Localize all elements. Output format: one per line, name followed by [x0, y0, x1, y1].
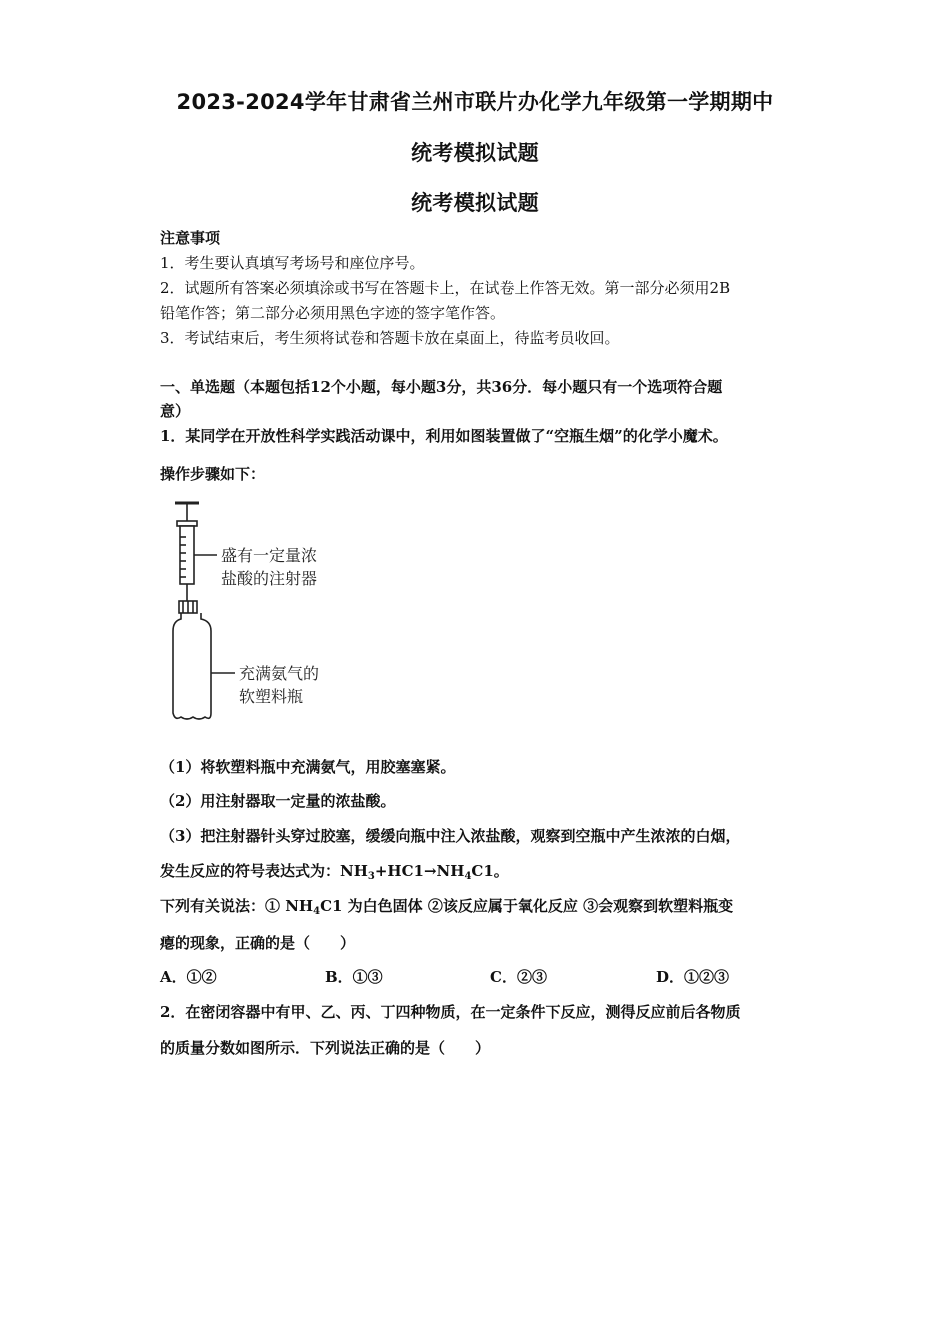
option-b[interactable]: B．①③ — [325, 968, 383, 986]
question-1-step-1: （1）将软塑料瓶中充满氨气，用胶塞塞紧。 — [160, 758, 456, 776]
claims-sub-4: 4 — [313, 906, 321, 917]
question-1-claims-b: 瘪的现象，正确的是（ ） — [160, 934, 356, 952]
equation-sub-3: 3 — [367, 871, 375, 882]
question-2-stem-a: 2．在密闭容器中有甲、乙、丙、丁四种物质，在一定条件下反应，测得反应前后各物质 — [160, 1003, 741, 1021]
question-1-step-3a: （3）把注射器针头穿过胶塞，缓缓向瓶中注入浓盐酸，观察到空瓶中产生浓浓的白烟， — [160, 827, 741, 845]
equation-end: C1。 — [471, 862, 509, 880]
question-1-stem: 1．某同学在开放性科学实践活动课中，利用如图装置做了“空瓶生烟”的化学小魔术。 — [160, 427, 728, 445]
bottle-label-line2: 软塑料瓶 — [239, 687, 304, 706]
question-1-step-2: （2）用注射器取一定量的浓盐酸。 — [160, 792, 396, 810]
question-1-equation — [160, 860, 509, 882]
notice-item-2b: 铅笔作答；第二部分必须用黑色字迹的签字笔作答。 — [160, 304, 506, 322]
option-a[interactable]: A．①② — [160, 968, 217, 986]
exam-title-line3: 统考模拟试题 — [411, 191, 539, 215]
equation-prefix: 发生反应的符号表达式为：NH — [160, 862, 368, 880]
question-2-stem-b: 的质量分数如图所示．下列说法正确的是（ ） — [160, 1039, 491, 1057]
bottle-label-line1: 充满氨气的 — [239, 664, 320, 683]
claims-rest: C1 为白色固体 ②该反应属于氧化反应 ③会观察到软塑料瓶变 — [320, 897, 734, 915]
notice-item-3: 3．考试结束后，考生须将试卷和答题卡放在桌面上，待监考员收回。 — [160, 329, 620, 347]
equation-mid: +HC1→NH — [374, 862, 465, 880]
equation-sub-4: 4 — [464, 871, 472, 882]
option-d[interactable]: D．①②③ — [656, 968, 730, 986]
section-heading-a: 一、单选题（本题包括12个小题，每小题3分，共36分．每小题只有一个选项符合题 — [160, 378, 723, 396]
syringe-label-line2: 盐酸的注射器 — [221, 569, 318, 588]
notice-item-2a: 2．试题所有答案必须填涂或书写在答题卡上，在试卷上作答无效。第一部分必须用2B — [160, 279, 731, 297]
notice-heading: 注意事项 — [160, 229, 221, 247]
question-1-claims — [160, 895, 733, 917]
claims-prefix: 下列有关说法：① NH — [160, 897, 314, 915]
syringe-label-line1: 盛有一定量浓 — [221, 546, 318, 565]
exam-title-line1: 2023-2024学年甘肃省兰州市联片办化学九年级第一学期期中 — [176, 90, 774, 114]
syringe-bottle-figure — [155, 495, 375, 735]
section-heading-b: 意） — [160, 402, 191, 420]
option-c[interactable]: C．②③ — [490, 968, 547, 986]
notice-item-1: 1．考生要认真填写考场号和座位序号。 — [160, 254, 425, 272]
question-1-steps-intro: 操作步骤如下： — [160, 465, 266, 483]
exam-title-line2: 统考模拟试题 — [411, 141, 539, 165]
